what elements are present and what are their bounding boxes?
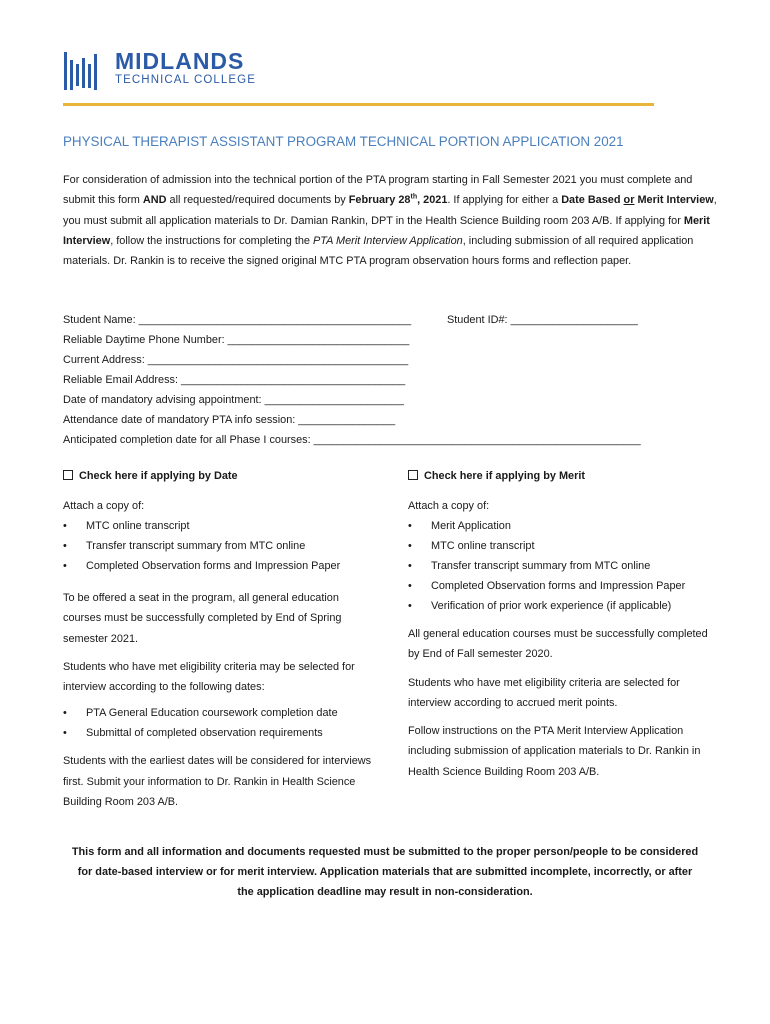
merit-checkbox[interactable] xyxy=(408,470,418,480)
date-checkbox[interactable] xyxy=(63,470,73,480)
merit-para-submit: Follow instructions on the PTA Merit Interview Application including submission of application materials to Dr. Rankin in Health Science Building Room 203 A/B. xyxy=(408,725,701,778)
list-item: • PTA General Education coursework completion date xyxy=(63,703,373,723)
intro-paragraph: For consideration of admission into the technical portion of the PTA program starting in Fall Semester 2021 you must complete and submit this form AND all requested/required documents by February 28th, 2021. If applying for either a Date Based or Merit Interview, you must submit all application materials to Dr. Damian Rankin, DPT in the Health Science Building room 203 A/B. If applying for Merit Interview, follow the instructions for completing the PTA Merit Interview Application, including submission of all required application materials. Dr. Rankin is to receive the signed original MTC PTA program observation hours forms and reflection paper. xyxy=(63,174,717,268)
list-item: • Verification of prior work experience (if applicable) xyxy=(408,596,718,616)
date-para-requirement: To be offered a seat in the program, all general education courses must be successfully completed by End of Spring semester 2021. xyxy=(63,592,342,645)
college-name: MIDLANDS xyxy=(115,48,245,74)
info-session-date-field[interactable]: Attendance date of mandatory PTA info session: ________________ xyxy=(63,414,396,426)
date-attach-list xyxy=(63,516,373,576)
completion-date-field[interactable]: Anticipated completion date for all Phase I courses: ______________________________________________________ xyxy=(63,434,641,446)
student-id-field[interactable]: Student ID#: _____________________ xyxy=(447,314,638,326)
merit-checkbox-label: Check here if applying by Merit xyxy=(424,470,585,482)
merit-checkbox-row[interactable] xyxy=(408,466,718,486)
applicant-fields xyxy=(63,310,641,450)
address-field[interactable]: Current Address: ___________________________________________ xyxy=(63,354,409,366)
list-item: • Transfer transcript summary from MTC online xyxy=(63,536,373,556)
date-based-column xyxy=(63,466,373,812)
merit-attach-list xyxy=(408,516,718,616)
college-logo-mark-icon xyxy=(63,50,105,92)
merit-attach-label: Attach a copy of: xyxy=(408,500,490,512)
list-item: • MTC online transcript xyxy=(408,536,718,556)
list-item: • MTC online transcript xyxy=(63,516,373,536)
merit-para-requirement: All general education courses must be successfully completed by End of Fall semester 2020. xyxy=(408,628,708,661)
merit-based-column xyxy=(408,466,718,782)
list-item: • Submittal of completed observation requirements xyxy=(63,723,373,743)
list-item: • Completed Observation forms and Impression Paper xyxy=(408,576,718,596)
date-checkbox-label: Check here if applying by Date xyxy=(79,470,238,482)
college-subtitle: TECHNICAL COLLEGE xyxy=(115,74,256,86)
email-field[interactable]: Reliable Email Address: _____________________________________ xyxy=(63,374,406,386)
advising-date-field[interactable]: Date of mandatory advising appointment: _______________________ xyxy=(63,394,404,406)
date-attach-label: Attach a copy of: xyxy=(63,500,145,512)
date-criteria-list xyxy=(63,703,373,743)
date-checkbox-row[interactable] xyxy=(63,466,373,486)
list-item: • Completed Observation forms and Impression Paper xyxy=(63,556,373,576)
page-title: PHYSICAL THERAPIST ASSISTANT PROGRAM TECHNICAL PORTION APPLICATION 2021 xyxy=(63,134,624,149)
footer-notice: This form and all information and documents requested must be submitted to the proper person/people to be considered for date-based interview or for merit interview. Application materials that are submitted incomplete, incorrectly, or after the application deadline may result in non-consideration. xyxy=(71,846,699,898)
phone-field[interactable]: Reliable Daytime Phone Number: ______________________________ xyxy=(63,334,410,346)
date-para-submit: Students with the earliest dates will be considered for interviews first. Submit your information to Dr. Rankin in Health Science Building Room 203 A/B. xyxy=(63,755,372,809)
list-item: • Transfer transcript summary from MTC online xyxy=(408,556,718,576)
date-para-eligibility: Students who have met eligibility criteria may be selected for interview according to the following dates: xyxy=(63,660,355,694)
list-item: • Merit Application xyxy=(408,516,718,536)
header-divider xyxy=(63,103,654,106)
merit-para-eligibility: Students who have met eligibility criteria are selected for interview according to accrued merit points. xyxy=(408,676,680,709)
student-name-field[interactable]: Student Name: _____________________________________________ xyxy=(63,314,412,326)
